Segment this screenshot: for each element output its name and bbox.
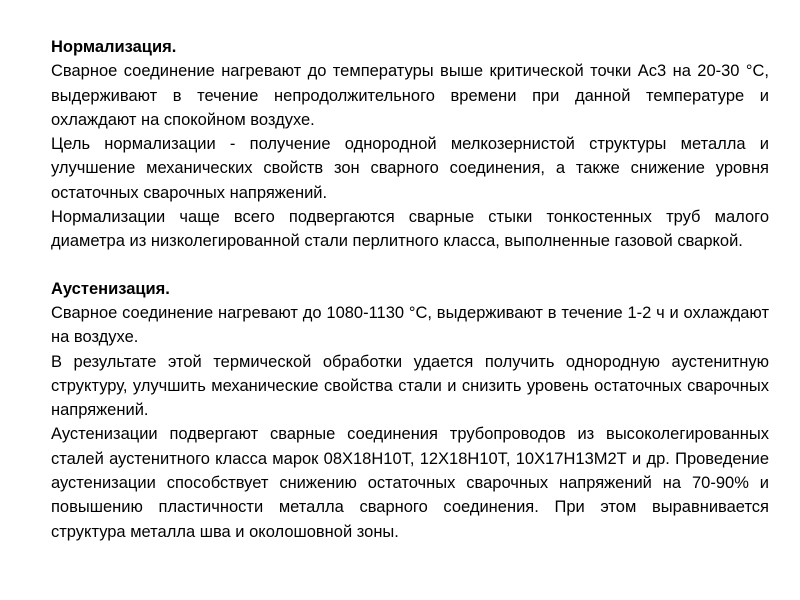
paragraph: Цель нормализации - получение однородной мелкозернистой структуры металла и улучшение механических свойств зон сварного соединения, а также снижение уровня остаточных сварочных напряжений. [51, 135, 769, 202]
section-heading: Аустенизация. [51, 279, 170, 298]
section-heading: Нормализация. [51, 38, 177, 56]
paragraph: Сварное соединение нагревают до 1080-1130 °С, выдерживают в течение 1-2 ч и охлаждают на воздухе. [51, 303, 769, 347]
paragraph: Сварное соединение нагревают до температуры выше критической точки Ас3 на 20-30 °С, выдерживают в течение непродолжительного времени при данной температуре и охлаждают на спокойном воздухе. [51, 62, 769, 129]
paragraph: Аустенизации подвергают сварные соединения трубопроводов из высоколегированных сталей аустенитного класса марок 08Х18Н10Т, 12Х18Н10Т, 10Х17Н13М2Т и др. Проведение аустенизации способствует снижению остаточных сварочных напряжений на 70-90% и повышению пластичности металла сварного соединения. При этом выравнивается структура металла шва и околошовной зоны. [51, 425, 769, 541]
section-normalization [51, 35, 769, 254]
section-austenization [51, 277, 769, 544]
paragraph: В результате этой термической обработки удается получить однородную аустенитную структуру, улучшить механические свойства стали и снизить уровень остаточных сварочных напряжений. [51, 352, 769, 420]
paragraph: Нормализации чаще всего подвергаются сварные стыки тонкостенных труб малого диаметра из низколегированной стали перлитного класса, выполненные газовой сваркой. [51, 208, 769, 251]
document-page [51, 35, 769, 544]
